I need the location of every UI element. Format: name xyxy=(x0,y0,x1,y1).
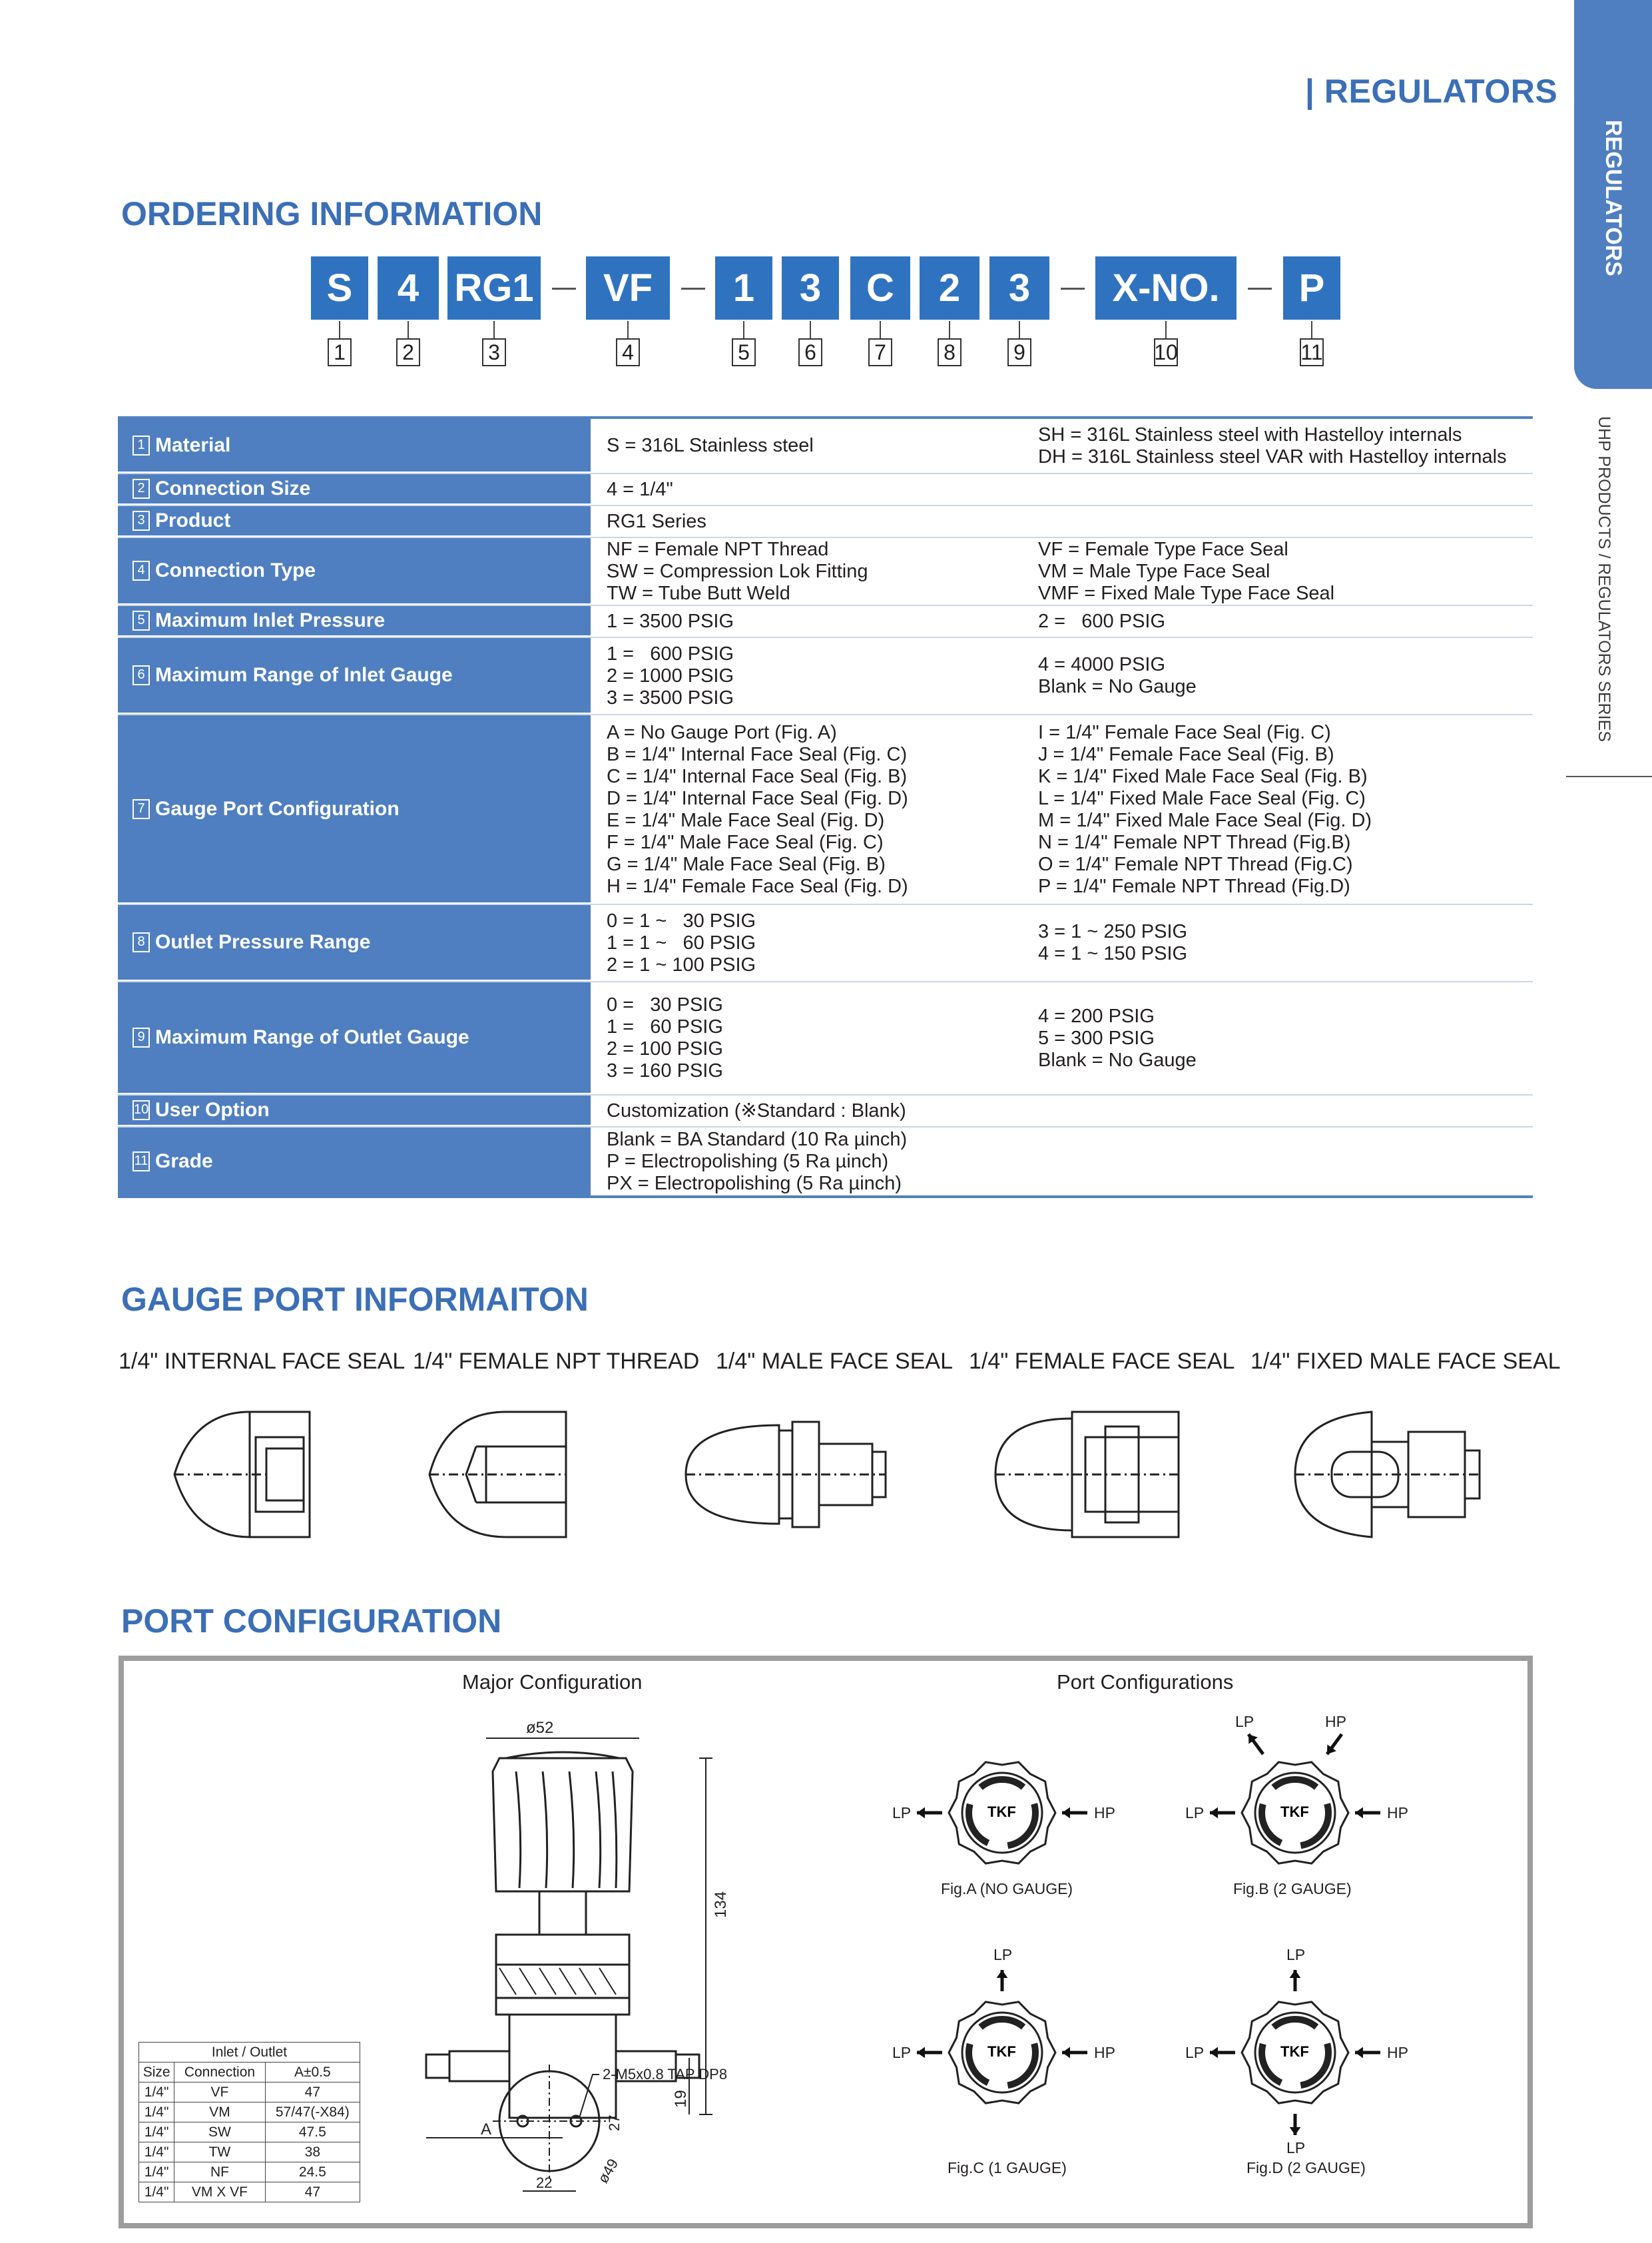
ordering-options-b xyxy=(1022,506,1533,537)
side-series-label: UHP PRODUCTS / REGULATORS SERIES xyxy=(1595,416,1613,742)
ordering-row-number: 4 xyxy=(133,561,150,581)
code-tick xyxy=(339,321,340,338)
code-tick xyxy=(810,321,811,338)
gauge-type-fixed-male-face-seal: 1/4" FIXED MALE FACE SEAL xyxy=(1250,1349,1561,1374)
code-number-9: 9 xyxy=(1007,338,1031,366)
ordering-row xyxy=(118,1127,1533,1195)
inlet-outlet-cell: 24.5 xyxy=(265,2162,360,2182)
fixed-male-face-seal-drawing xyxy=(1295,1412,1480,1537)
ordering-row-number: 8 xyxy=(133,932,150,952)
code-box-1: S xyxy=(311,256,368,320)
hp-arrow xyxy=(1355,2047,1380,2059)
ordering-row-label-text: Maximum Inlet Pressure xyxy=(155,609,386,631)
ordering-row-label xyxy=(118,538,591,605)
ordering-options-a xyxy=(591,1127,1022,1195)
port-figure-d xyxy=(1175,1953,1415,2152)
ordering-option: I = 1/4" Female Face Seal (Fig. C) xyxy=(1038,721,1331,743)
code-separator xyxy=(552,288,576,290)
ordering-row xyxy=(118,506,1533,538)
ordering-options-b xyxy=(1022,538,1533,605)
ordering-option: H = 1/4" Female Face Seal (Fig. D) xyxy=(607,875,908,897)
ordering-options-a xyxy=(591,606,1022,637)
ordering-option: 3 = 1 ~ 250 PSIG xyxy=(1038,921,1188,942)
port-figure-c xyxy=(882,1953,1122,2152)
ordering-option: DH = 316L Stainless steel VAR with Hastelloy internals xyxy=(1038,446,1507,468)
code-number-7: 7 xyxy=(868,338,892,366)
port-config-title: PORT CONFIGURATION xyxy=(121,1602,502,1640)
ordering-option: B = 1/4" Internal Face Seal (Fig. C) xyxy=(607,743,908,765)
dim-diameter-49: ø49 xyxy=(594,2156,622,2186)
code-box-4: VF xyxy=(586,256,670,320)
ordering-row-label-text: Outlet Pressure Range xyxy=(155,931,371,953)
ordering-option: G = 1/4" Male Face Seal (Fig. B) xyxy=(607,853,886,875)
ordering-option: 1 = 1 ~ 60 PSIG xyxy=(607,932,756,954)
ordering-row-number: 5 xyxy=(133,611,150,631)
ordering-option: 4 = 1 ~ 150 PSIG xyxy=(1038,943,1188,964)
inlet-outlet-row xyxy=(139,2083,360,2102)
inlet-outlet-row xyxy=(139,2162,360,2182)
code-box-11: P xyxy=(1283,256,1340,320)
ordering-options-a xyxy=(591,419,1022,473)
ordering-option: 1 = 600 PSIG xyxy=(607,643,734,665)
code-number-8: 8 xyxy=(938,338,962,366)
fig-d-caption: Fig.D (2 GAUGE) xyxy=(1246,2159,1366,2176)
lp-arrow xyxy=(1210,2047,1235,2059)
knob-logo: TKF xyxy=(987,1803,1016,1820)
ordering-options-b xyxy=(1022,606,1533,637)
lp-label: LP xyxy=(892,1804,912,1821)
ordering-option: NF = Female NPT Thread xyxy=(607,538,829,560)
code-number-4: 4 xyxy=(616,338,640,366)
bottom-view-drawing xyxy=(479,2058,746,2211)
ordering-table xyxy=(118,416,1533,1198)
ordering-row-label xyxy=(118,1127,591,1195)
dim-a: A xyxy=(481,2120,492,2138)
ordering-row xyxy=(118,715,1533,905)
ordering-title: ORDERING INFORMATION xyxy=(121,195,543,232)
gauge-type-internal-face-seal: 1/4" INTERNAL FACE SEAL xyxy=(119,1349,406,1374)
hp-arrow xyxy=(1062,2047,1087,2059)
inlet-outlet-cell: 57/47(-X84) xyxy=(265,2102,360,2122)
ordering-option: SH = 316L Stainless steel with Hastelloy internals xyxy=(1038,424,1462,446)
ordering-options-a xyxy=(591,1096,1022,1126)
ordering-options-b xyxy=(1022,1096,1533,1126)
inlet-outlet-cell: 47 xyxy=(265,2083,360,2102)
ordering-row-label-text: Product xyxy=(155,509,231,531)
lp-up-arrow xyxy=(1290,1970,1301,1991)
lp-label: LP xyxy=(1185,2044,1205,2061)
ordering-options-a xyxy=(591,982,1022,1094)
ordering-row xyxy=(118,606,1533,638)
code-number-10: 10 xyxy=(1154,338,1178,366)
code-box-8: 2 xyxy=(920,256,979,320)
inlet-outlet-cell: NF xyxy=(174,2162,265,2182)
inlet-outlet-cell: 38 xyxy=(265,2142,360,2162)
ordering-options-a xyxy=(591,474,1022,505)
ordering-option: F = 1/4" Male Face Seal (Fig. C) xyxy=(607,831,884,853)
ordering-option: VM = Male Type Face Seal xyxy=(1038,560,1270,582)
ordering-option: TW = Tube Butt Weld xyxy=(607,582,790,604)
code-box-10: X-NO. xyxy=(1095,256,1237,320)
inlet-outlet-cell: 47.5 xyxy=(265,2122,360,2142)
ordering-row xyxy=(118,419,1533,474)
dim-height-19: 19 xyxy=(672,2090,690,2108)
section-header: | REGULATORS xyxy=(1305,73,1558,110)
side-tab-label: REGULATORS xyxy=(1601,120,1626,276)
inlet-outlet-cell: 1/4" xyxy=(139,2162,174,2182)
ordering-option: M = 1/4" Fixed Male Face Seal (Fig. D) xyxy=(1038,809,1372,831)
ordering-row-number: 11 xyxy=(133,1151,150,1171)
dim-tap: 2-M5x0.8 TAP DP8 xyxy=(603,2066,728,2083)
ordering-option: K = 1/4" Fixed Male Face Seal (Fig. B) xyxy=(1038,765,1368,787)
ordering-option: SW = Compression Lok Fitting xyxy=(607,560,868,582)
ordering-row-label-text: Grade xyxy=(155,1150,213,1172)
ordering-row-label xyxy=(118,905,591,981)
ordering-option: 4 = 200 PSIG xyxy=(1038,1005,1155,1027)
ordering-option: D = 1/4" Internal Face Seal (Fig. D) xyxy=(607,787,908,809)
inlet-outlet-row xyxy=(139,2122,360,2142)
ordering-option: 2 = 1000 PSIG xyxy=(607,665,734,687)
inlet-outlet-table xyxy=(138,2042,360,2202)
ordering-options-a xyxy=(591,905,1022,981)
ordering-options-b xyxy=(1022,1127,1533,1195)
ordering-option: 3 = 3500 PSIG xyxy=(607,687,734,709)
ordering-row-label-text: Material xyxy=(155,434,231,456)
inlet-outlet-cell: 1/4" xyxy=(139,2122,174,2142)
ordering-options-b xyxy=(1022,638,1533,714)
code-tick xyxy=(1311,321,1312,338)
lp-arrow xyxy=(917,2047,942,2059)
ordering-row-label xyxy=(118,419,591,473)
hp-label: HP xyxy=(1094,2044,1115,2061)
ordering-option: J = 1/4" Female Face Seal (Fig. B) xyxy=(1038,743,1334,765)
inlet-outlet-row xyxy=(139,2102,360,2122)
code-tick xyxy=(493,321,495,338)
ordering-options-a xyxy=(591,506,1022,537)
ordering-row xyxy=(118,538,1533,606)
gauge-port-drawings xyxy=(0,1392,1652,1558)
gauge-port-title: GAUGE PORT INFORMAITON xyxy=(121,1281,589,1318)
lp-label: LP xyxy=(892,2044,912,2061)
ordering-option: N = 1/4" Female NPT Thread (Fig.B) xyxy=(1038,831,1351,853)
inlet-outlet-header: Size xyxy=(139,2063,174,2083)
code-number-1: 1 xyxy=(328,338,352,366)
code-tick xyxy=(949,321,950,338)
ordering-row-number: 2 xyxy=(133,479,150,499)
ordering-row-label xyxy=(118,606,591,637)
ordering-options-a xyxy=(591,538,1022,605)
ordering-options-b xyxy=(1022,474,1533,505)
inlet-outlet-row xyxy=(139,2142,360,2162)
inlet-outlet-header: Connection xyxy=(174,2063,265,2083)
inlet-outlet-row xyxy=(139,2182,360,2202)
ordering-option: 0 = 1 ~ 30 PSIG xyxy=(607,910,756,932)
internal-face-seal-drawing xyxy=(174,1412,310,1537)
code-separator xyxy=(1061,288,1085,290)
ordering-row-label xyxy=(118,982,591,1094)
ordering-option: 2 = 600 PSIG xyxy=(1038,610,1166,632)
inlet-outlet-cell: TW xyxy=(174,2142,265,2162)
dim-27: 27 xyxy=(606,2114,623,2131)
inlet-outlet-cell: 47 xyxy=(265,2182,360,2202)
ordering-row xyxy=(118,1096,1533,1127)
ordering-row-label-text: User Option xyxy=(155,1099,270,1121)
major-config-heading: Major Configuration xyxy=(462,1670,643,1694)
hp-upright-arrow xyxy=(1327,1734,1342,1754)
inlet-outlet-cell: 1/4" xyxy=(139,2102,174,2122)
ordering-row-label xyxy=(118,715,591,904)
dim-diameter-52: ø52 xyxy=(526,1719,554,1737)
ordering-row xyxy=(118,638,1533,715)
ordering-options-b xyxy=(1022,982,1533,1094)
fig-c-caption: Fig.C (1 GAUGE) xyxy=(948,2159,1067,2176)
code-separator xyxy=(1248,288,1272,290)
ordering-row-label-text: Gauge Port Configuration xyxy=(155,797,400,820)
port-configs-heading: Port Configurations xyxy=(1057,1670,1234,1694)
ordering-options-a xyxy=(591,715,1022,904)
female-npt-drawing xyxy=(429,1412,566,1537)
inlet-outlet-cell: VF xyxy=(174,2083,265,2102)
ordering-option: E = 1/4" Male Face Seal (Fig. D) xyxy=(607,809,885,831)
ordering-row-label-text: Connection Type xyxy=(155,559,316,581)
ordering-options-b xyxy=(1022,905,1533,981)
code-box-3: RG1 xyxy=(447,256,541,320)
code-tick xyxy=(1165,321,1167,338)
fig-b-caption: Fig.B (2 GAUGE) xyxy=(1233,1880,1352,1897)
hp-label: HP xyxy=(1387,1804,1408,1821)
ordering-option: VMF = Fixed Male Type Face Seal xyxy=(1038,582,1335,604)
code-number-2: 2 xyxy=(396,338,420,366)
inlet-outlet-cell: 1/4" xyxy=(139,2083,174,2102)
hp-label: HP xyxy=(1094,1804,1115,1821)
ordering-option: 0 = 30 PSIG xyxy=(607,994,723,1016)
male-face-seal-drawing xyxy=(686,1422,886,1527)
hp-arrow xyxy=(1355,1807,1380,1819)
code-number-11: 11 xyxy=(1300,338,1324,366)
gauge-type-female-face-seal: 1/4" FEMALE FACE SEAL xyxy=(969,1349,1235,1374)
code-box-2: 4 xyxy=(378,256,439,320)
inlet-outlet-title: Inlet / Outlet xyxy=(139,2043,360,2063)
code-box-5: 1 xyxy=(715,256,772,320)
inlet-outlet-cell: VM X VF xyxy=(174,2182,265,2202)
ordering-option: Blank = No Gauge xyxy=(1038,676,1197,697)
ordering-row-label-text: Connection Size xyxy=(155,478,311,499)
hp-arrow xyxy=(1062,1807,1087,1819)
lp-arrow xyxy=(1210,1807,1235,1819)
ordering-options-a xyxy=(591,638,1022,714)
lp-label: LP xyxy=(1185,1804,1205,1821)
code-number-6: 6 xyxy=(798,338,822,366)
code-box-9: 3 xyxy=(989,256,1049,320)
ordering-row-number: 6 xyxy=(133,665,150,685)
inlet-outlet-cell: VM xyxy=(174,2102,265,2122)
ordering-option: VF = Female Type Face Seal xyxy=(1038,538,1288,560)
ordering-option: Blank = No Gauge xyxy=(1038,1049,1197,1071)
ordering-option: RG1 Series xyxy=(607,510,706,532)
code-tick xyxy=(1019,321,1020,338)
ordering-row-label-text: Maximum Range of Inlet Gauge xyxy=(155,664,453,686)
ordering-row-label xyxy=(118,474,591,505)
code-tick xyxy=(627,321,629,338)
code-box-6: 3 xyxy=(782,256,839,320)
ordering-row-label xyxy=(118,506,591,537)
gauge-type-male-face-seal: 1/4" MALE FACE SEAL xyxy=(716,1349,954,1374)
ordering-option: 5 = 300 PSIG xyxy=(1038,1027,1155,1049)
female-face-seal-drawing xyxy=(995,1412,1179,1537)
code-tick xyxy=(743,321,744,338)
lp-arrow xyxy=(917,1807,942,1819)
ordering-row-label xyxy=(118,1096,591,1126)
ordering-row-number: 10 xyxy=(133,1100,150,1120)
lp-top-label: LP xyxy=(1286,1946,1306,1963)
inlet-outlet-header: A±0.5 xyxy=(265,2063,360,2083)
code-number-5: 5 xyxy=(732,338,756,366)
ordering-row-label xyxy=(118,638,591,714)
ordering-option: A = No Gauge Port (Fig. A) xyxy=(607,721,837,743)
knob-logo: TKF xyxy=(987,2043,1016,2060)
ordering-row-number: 9 xyxy=(133,1028,150,1048)
ordering-options-b xyxy=(1022,715,1533,904)
lp-up-arrow xyxy=(997,1970,1008,1991)
ordering-option: 4 = 4000 PSIG xyxy=(1038,654,1166,675)
inlet-outlet-cell: 1/4" xyxy=(139,2182,174,2202)
ordering-option: 2 = 1 ~ 100 PSIG xyxy=(607,954,756,976)
ordering-option: O = 1/4" Female NPT Thread (Fig.C) xyxy=(1038,853,1353,875)
ordering-option: L = 1/4" Fixed Male Face Seal (Fig. C) xyxy=(1038,787,1366,809)
hp-label: HP xyxy=(1387,2044,1408,2061)
ordering-row xyxy=(118,905,1533,982)
lp-upleft-arrow xyxy=(1248,1734,1263,1754)
ordering-options-b xyxy=(1022,419,1533,473)
ordering-option: 4 = 1/4" xyxy=(607,478,673,500)
code-number-3: 3 xyxy=(482,338,506,366)
code-tick xyxy=(880,321,881,338)
ordering-option: Customization (※Standard : Blank) xyxy=(607,1100,906,1122)
gauge-type-female-npt: 1/4" FEMALE NPT THREAD xyxy=(413,1349,700,1374)
fig-a-caption: Fig.A (NO GAUGE) xyxy=(941,1880,1073,1897)
ordering-option: P = 1/4" Female NPT Thread (Fig.D) xyxy=(1038,875,1350,897)
ordering-row-number: 1 xyxy=(133,436,150,456)
lp-upleft-label: LP xyxy=(1235,1713,1254,1730)
knob-logo: TKF xyxy=(1280,1803,1309,1820)
code-box-7: C xyxy=(850,256,910,320)
ordering-option: PX = Electropolishing (5 Ra µinch) xyxy=(607,1172,902,1194)
ordering-row-label-text: Maximum Range of Outlet Gauge xyxy=(155,1026,469,1048)
side-divider xyxy=(1566,776,1652,777)
dim-22: 22 xyxy=(536,2174,553,2191)
ordering-option: 1 = 60 PSIG xyxy=(607,1016,723,1038)
lp-down-arrow xyxy=(1290,2114,1301,2135)
lp-top-label: LP xyxy=(993,1946,1013,1963)
ordering-option: S = 316L Stainless steel xyxy=(607,435,814,456)
ordering-row-number: 7 xyxy=(133,799,150,819)
hp-upright-label: HP xyxy=(1325,1713,1346,1730)
ordering-option: 2 = 100 PSIG xyxy=(607,1038,723,1060)
code-separator xyxy=(681,288,705,290)
ordering-option: P = Electropolishing (5 Ra µinch) xyxy=(607,1150,889,1172)
ordering-option: Blank = BA Standard (10 Ra µinch) xyxy=(607,1128,908,1150)
inlet-outlet-cell: 1/4" xyxy=(139,2142,174,2162)
code-tick xyxy=(408,321,409,338)
ordering-row xyxy=(118,982,1533,1096)
lp-bottom-label: LP xyxy=(1286,2139,1306,2156)
ordering-row xyxy=(118,474,1533,506)
ordering-option: 1 = 3500 PSIG xyxy=(607,610,734,632)
ordering-option: C = 1/4" Internal Face Seal (Fig. B) xyxy=(607,765,908,787)
inlet-outlet-cell: SW xyxy=(174,2122,265,2142)
inlet-outlet-header-row xyxy=(139,2063,360,2083)
knob-logo: TKF xyxy=(1280,2043,1309,2060)
ordering-row-number: 3 xyxy=(133,511,150,531)
ordering-option: 3 = 160 PSIG xyxy=(607,1060,723,1082)
dim-height-134: 134 xyxy=(712,1891,730,1918)
